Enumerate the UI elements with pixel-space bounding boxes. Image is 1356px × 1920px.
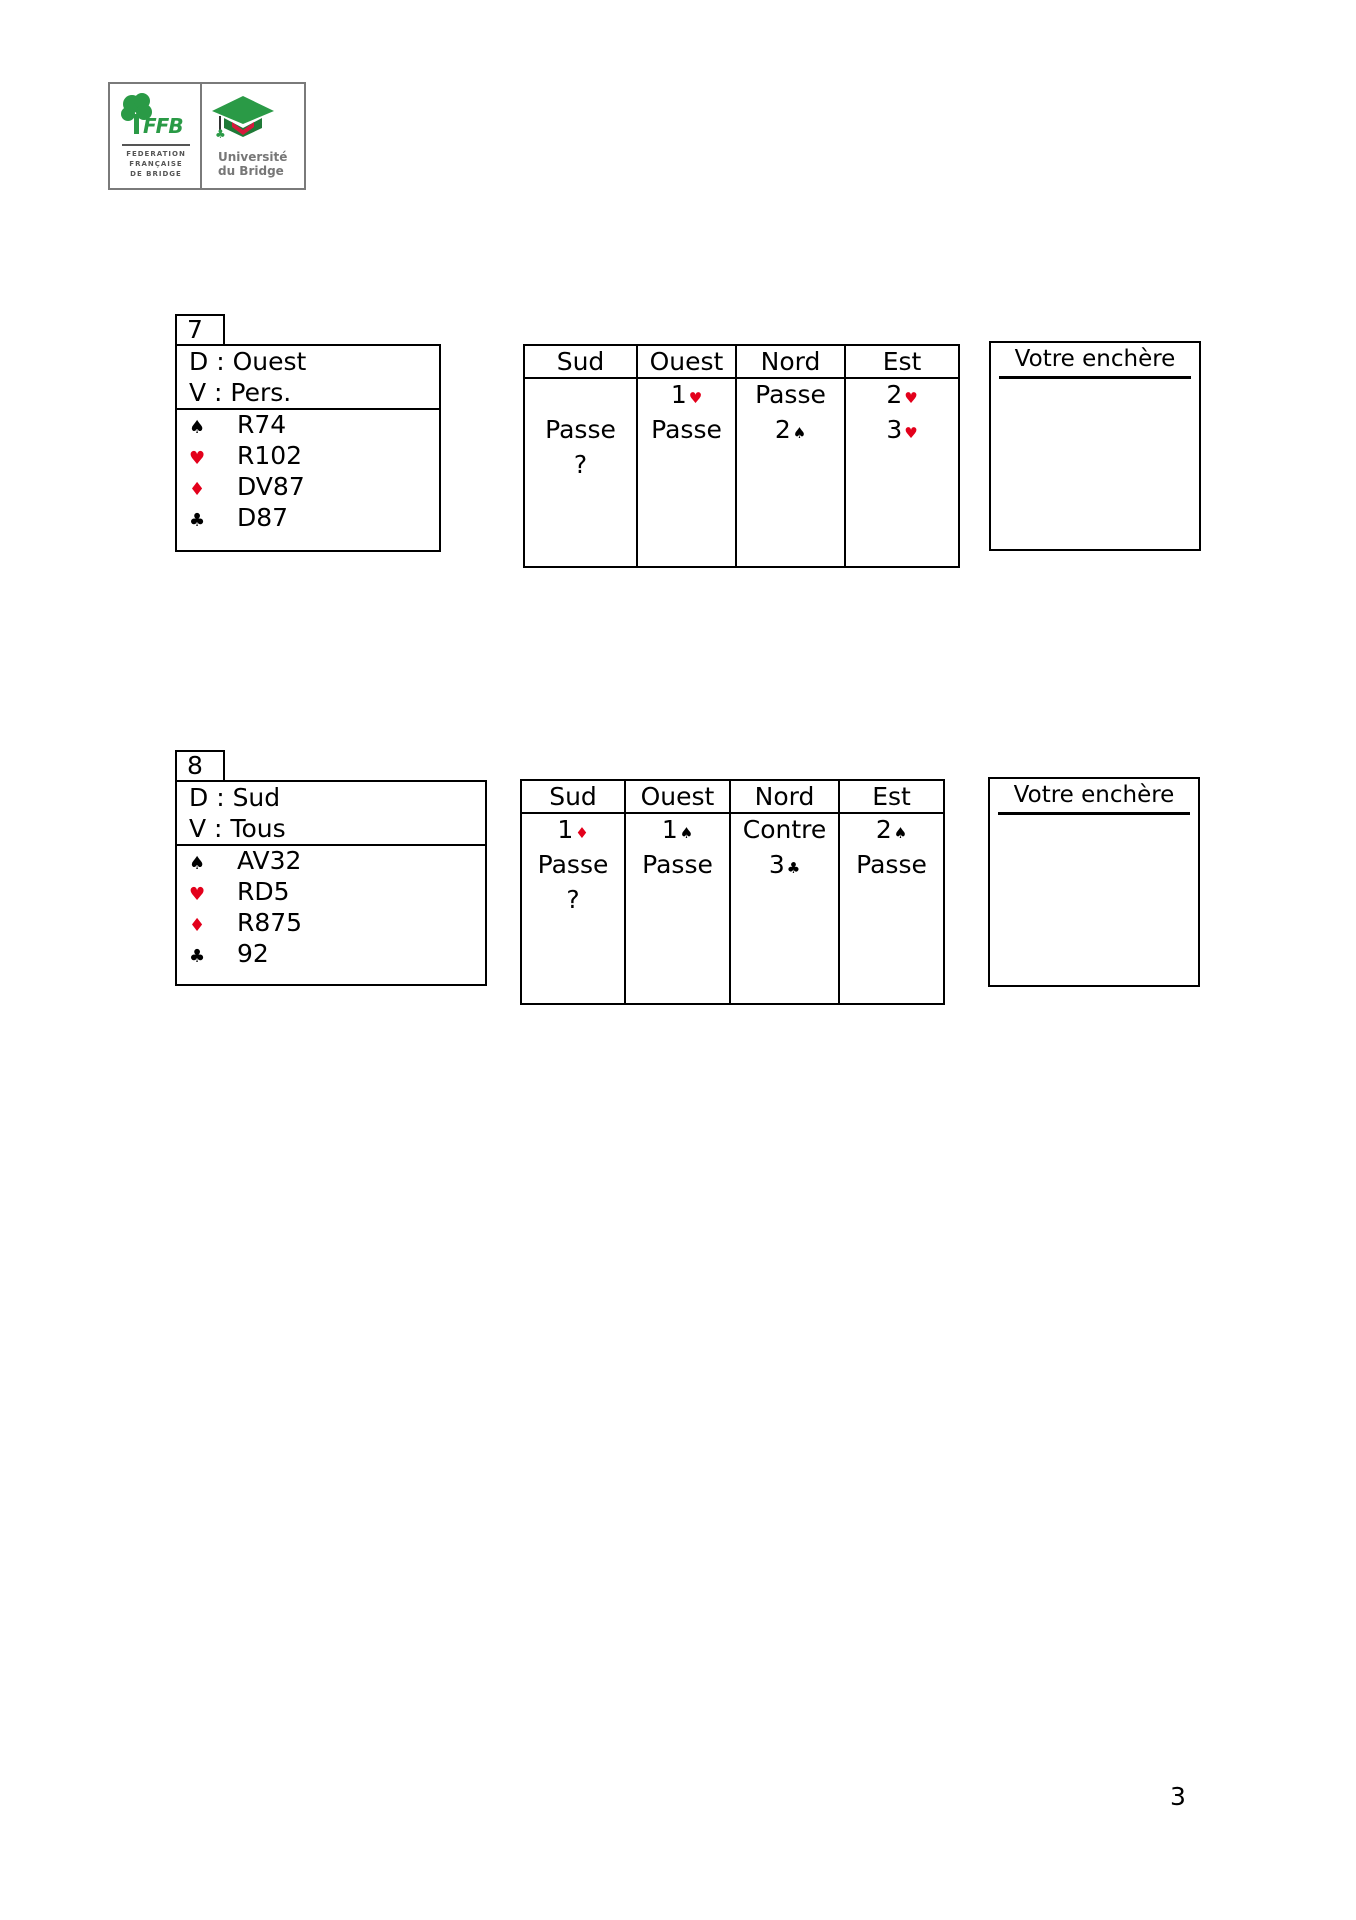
bid-text: 1 — [557, 815, 574, 844]
ffb-line-1: FEDERATION — [126, 150, 186, 158]
board-number: 7 — [175, 314, 225, 346]
header-nord: Nord — [736, 345, 845, 378]
spade-icon: ♠ — [189, 417, 206, 438]
bid-cell — [736, 378, 845, 414]
bid-text: Passe — [642, 850, 713, 879]
bid-cell — [736, 449, 845, 567]
club-icon: ♣ — [786, 859, 801, 877]
auction-table — [523, 344, 960, 568]
spade-icon: ♠ — [893, 824, 908, 842]
bid-cell — [839, 813, 944, 849]
bid-text: Contre — [742, 815, 827, 844]
spades-cards: R74 — [237, 410, 287, 439]
bid-cell — [524, 449, 637, 567]
auction-table — [520, 779, 945, 1005]
bid-cell — [845, 414, 959, 449]
header-sud: Sud — [521, 780, 625, 813]
bid-cell — [524, 378, 637, 414]
clubs-cards: D87 — [237, 503, 289, 532]
spades-holding — [189, 409, 286, 443]
header-est: Est — [845, 345, 959, 378]
page-number: 3 — [1170, 1782, 1186, 1811]
bid-text: Passe — [545, 415, 616, 444]
bid-cell — [625, 884, 730, 1004]
hearts-holding — [189, 876, 290, 910]
bid-cell — [521, 849, 625, 884]
bid-cell — [625, 849, 730, 884]
header-sud: Sud — [524, 345, 637, 378]
clubs-holding — [189, 938, 269, 972]
bid-cell — [845, 449, 959, 567]
udb-line-2: du Bridge — [218, 164, 284, 178]
bid-cell — [839, 849, 944, 884]
spade-icon: ♠ — [189, 853, 206, 874]
spades-cards: AV32 — [237, 846, 302, 875]
bid-text: 2 — [886, 380, 903, 409]
bid-cell — [637, 378, 736, 414]
bid-cell — [521, 813, 625, 849]
diamond-icon: ♦ — [189, 915, 206, 936]
diamonds-holding — [189, 471, 305, 505]
logo-rule — [122, 144, 190, 146]
heart-icon: ♥ — [688, 389, 703, 407]
board-number: 8 — [175, 750, 225, 782]
bid-cell — [521, 884, 625, 1004]
udb-line-1: Université — [218, 150, 288, 164]
clubs-holding — [189, 502, 288, 536]
spades-holding — [189, 845, 301, 879]
header-est: Est — [839, 780, 944, 813]
heart-icon: ♥ — [904, 424, 918, 442]
club-icon: ♣ — [189, 946, 206, 967]
heart-icon: ♥ — [904, 389, 918, 407]
bid-cell — [625, 813, 730, 849]
heart-icon: ♥ — [189, 448, 206, 469]
diamonds-cards: DV87 — [237, 472, 305, 501]
diamond-icon: ♦ — [575, 824, 589, 842]
deal-box — [175, 780, 487, 986]
bid-text: Passe — [537, 850, 609, 879]
answer-box[interactable] — [988, 777, 1200, 987]
bid-cell — [524, 414, 637, 449]
ffb-wordmark: FFB — [143, 114, 183, 138]
header-nord: Nord — [730, 780, 839, 813]
heart-icon: ♥ — [189, 884, 206, 905]
bid-text: Passe — [651, 415, 722, 444]
club-icon: ♣ — [189, 510, 206, 531]
header-ouest: Ouest — [625, 780, 730, 813]
bid-cell — [736, 414, 845, 449]
diamonds-cards: R875 — [237, 908, 303, 937]
hearts-cards: R102 — [237, 441, 303, 470]
ffb-line-2: FRANÇAISE — [129, 160, 183, 168]
spade-icon: ♠ — [792, 424, 807, 442]
bid-cell — [637, 414, 736, 449]
answer-label: Votre enchère — [1013, 782, 1175, 808]
hearts-cards: RD5 — [237, 877, 290, 906]
bid-cell — [845, 378, 959, 414]
hearts-holding — [189, 440, 302, 474]
dealer: D : Sud — [189, 783, 281, 812]
bid-text: 1 — [661, 815, 678, 844]
deal-box — [175, 344, 441, 552]
ffb-universite-logo — [108, 82, 306, 190]
clubs-cards: 92 — [237, 939, 269, 968]
bid-text: 3 — [768, 850, 785, 879]
bid-text: ? — [566, 885, 580, 914]
diamonds-holding — [189, 907, 302, 941]
bid-cell — [730, 849, 839, 884]
bid-text: 3 — [886, 415, 903, 444]
diamond-icon: ♦ — [189, 479, 206, 500]
answer-label: Votre enchère — [1014, 346, 1176, 372]
logo-divider — [200, 84, 202, 188]
bid-cell — [637, 449, 736, 567]
bid-cell — [730, 813, 839, 849]
answer-box[interactable] — [989, 341, 1201, 551]
bid-text: 1 — [670, 380, 687, 409]
bid-text: 2 — [774, 415, 791, 444]
svg-text:♣: ♣ — [215, 127, 226, 138]
dealer: D : Ouest — [189, 347, 307, 376]
bid-text: 2 — [875, 815, 892, 844]
graduation-cap-icon — [210, 94, 276, 138]
header-ouest: Ouest — [637, 345, 736, 378]
vulnerability: V : Pers. — [189, 378, 292, 407]
bid-text: Passe — [856, 850, 927, 879]
bid-text: ? — [573, 450, 588, 479]
ffb-line-3: DE BRIDGE — [130, 170, 182, 178]
vulnerability: V : Tous — [189, 814, 286, 843]
bid-cell — [839, 884, 944, 1004]
bid-cell — [730, 884, 839, 1004]
spade-icon: ♠ — [679, 824, 694, 842]
answer-underline — [999, 376, 1191, 379]
bid-text: Passe — [755, 380, 826, 409]
answer-underline — [998, 812, 1190, 815]
